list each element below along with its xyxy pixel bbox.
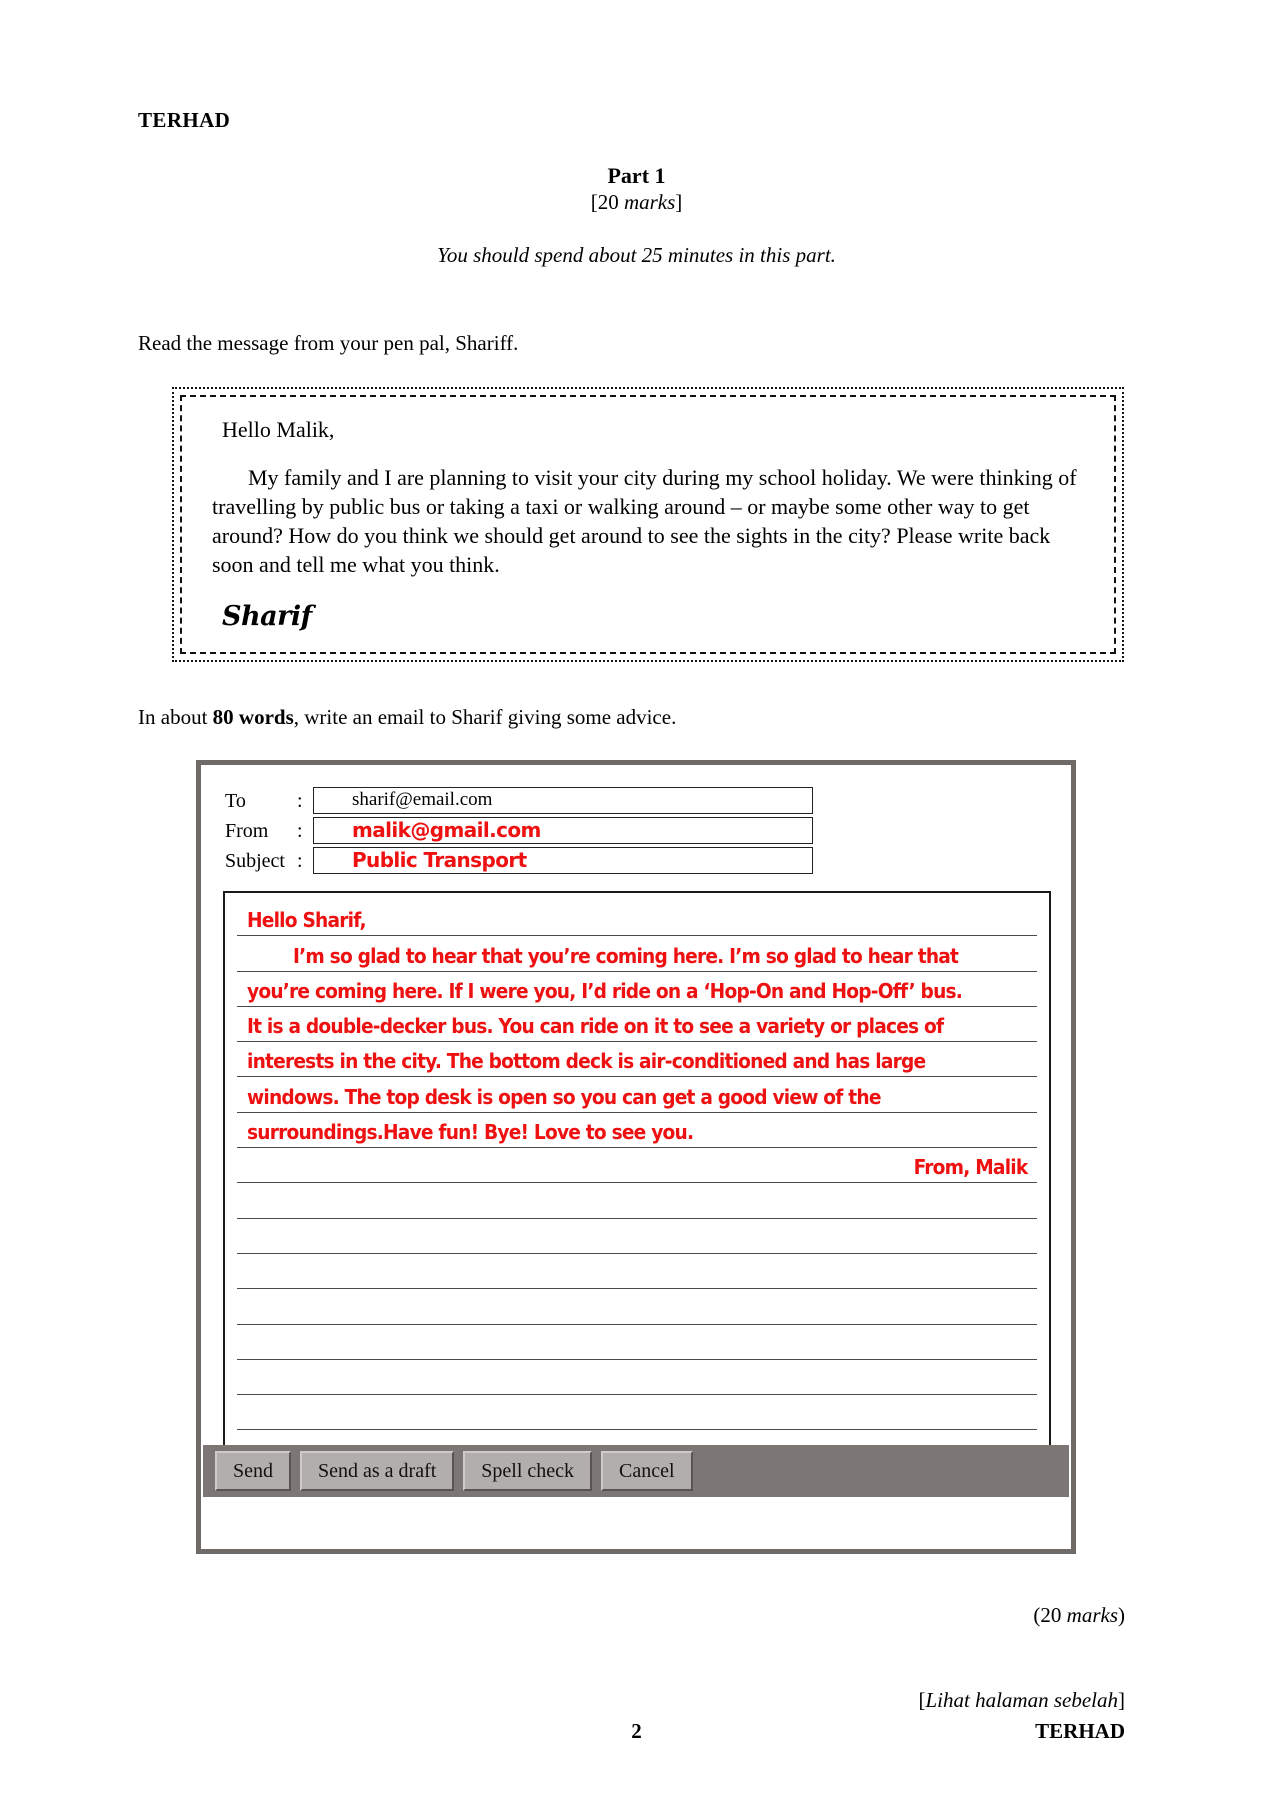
email-body-line[interactable]	[237, 1113, 1037, 1148]
field-row-to	[201, 787, 1071, 817]
penpal-greeting: Hello Malik,	[222, 417, 335, 442]
penpal-body: My family and I are planning to visit your city during my school holiday. We were thinking of travelling by public bus or taking a taxi or walking around – or maybe some other way to get around? How do you think we should get around to see the sights in the city? Please write back soon and tell me what you think.	[212, 465, 1077, 578]
task-word-count: 80 words	[212, 705, 294, 729]
turn-over-open: [	[918, 1688, 926, 1712]
email-body-line[interactable]	[237, 1042, 1037, 1077]
marks-open: [20	[590, 190, 624, 214]
email-body-line[interactable]	[237, 1183, 1037, 1218]
email-body-line[interactable]	[237, 1007, 1037, 1042]
email-body-line-text: Hello Sharif,	[247, 908, 366, 933]
page-number: 2	[631, 1719, 642, 1743]
read-instruction: Read the message from your pen pal, Shariff.	[138, 331, 519, 355]
footer-marks-word: marks	[1066, 1603, 1118, 1627]
email-body-line[interactable]	[237, 1360, 1037, 1395]
turn-over-text: Lihat halaman sebelah	[925, 1688, 1118, 1712]
email-body-line[interactable]	[237, 1395, 1037, 1430]
penpal-message-inner-border	[180, 395, 1116, 654]
email-body-line[interactable]	[237, 1077, 1037, 1112]
email-body-line[interactable]	[237, 901, 1037, 936]
time-instruction: You should spend about 25 minutes in this part.	[437, 243, 836, 267]
subject-colon: :	[297, 850, 303, 872]
field-row-subject	[201, 847, 1071, 877]
page-title: Part 1	[607, 163, 666, 188]
marks-close: ]	[675, 190, 683, 214]
from-label: From	[225, 820, 269, 842]
button-spell-check[interactable]: Spell check	[463, 1451, 592, 1491]
from-colon: :	[297, 820, 303, 842]
email-body-line-text: interests in the city. The bottom deck is air-conditioned and has large	[247, 1049, 926, 1074]
email-body-line-text: surroundings.Have fun! Bye! Love to see you.	[247, 1120, 694, 1145]
email-body-line[interactable]	[237, 1148, 1037, 1183]
penpal-signature: Sharif	[222, 601, 312, 633]
classification-footer: TERHAD	[1035, 1719, 1125, 1743]
email-button-bar	[203, 1445, 1069, 1497]
email-body-line-text: I’m so glad to hear that you’re coming here. I’m so glad to hear that	[293, 943, 959, 968]
to-label: To	[225, 790, 246, 812]
from-input[interactable]	[313, 817, 813, 844]
button-cancel[interactable]: Cancel	[601, 1451, 693, 1491]
from-value: malik@gmail.com	[352, 818, 541, 842]
button-send[interactable]: Send	[215, 1451, 291, 1491]
to-input[interactable]	[313, 787, 813, 814]
subject-value: Public Transport	[352, 848, 527, 872]
email-body-line-text: you’re coming here. If I were you, I’d ride on a ‘Hop-On and Hop-Off’ bus.	[247, 978, 963, 1003]
footer-marks-open: (20	[1033, 1603, 1067, 1627]
email-header-fields	[201, 765, 1071, 877]
subject-input[interactable]	[313, 847, 813, 874]
email-body-textarea[interactable]	[223, 891, 1051, 1491]
email-body-line[interactable]	[237, 936, 1037, 971]
turn-over-close: ]	[1118, 1688, 1125, 1712]
to-value: sharif@email.com	[352, 789, 493, 810]
classification-header: TERHAD	[138, 108, 231, 132]
field-row-from	[201, 817, 1071, 847]
task-suffix: , write an email to Sharif giving some advice.	[293, 705, 677, 729]
email-body-line[interactable]	[237, 972, 1037, 1007]
email-body-line-text: From, Malik	[913, 1155, 1027, 1180]
task-prefix: In about	[138, 705, 213, 729]
marks-word: marks	[623, 190, 676, 214]
turn-over-note	[919, 1688, 1126, 1713]
question-marks-footer	[1033, 1603, 1125, 1628]
task-instruction	[138, 705, 676, 730]
button-send-as-a-draft[interactable]: Send as a draft	[300, 1451, 454, 1491]
email-client-frame	[196, 760, 1076, 1554]
email-body-line[interactable]	[237, 1289, 1037, 1324]
email-body-line[interactable]	[237, 1254, 1037, 1289]
email-body-line[interactable]	[237, 1325, 1037, 1360]
part-marks	[0, 190, 1273, 215]
email-body-line-text: It is a double-decker bus. You can ride on it to see a variety or places of	[247, 1014, 944, 1039]
email-body-line[interactable]	[237, 1219, 1037, 1254]
penpal-message-box	[172, 387, 1124, 662]
email-body-line-text: windows. The top desk is open so you can get a good view of the	[247, 1084, 881, 1109]
footer-marks-close: )	[1118, 1603, 1125, 1627]
to-colon: :	[297, 790, 303, 812]
subject-label: Subject	[225, 850, 285, 872]
